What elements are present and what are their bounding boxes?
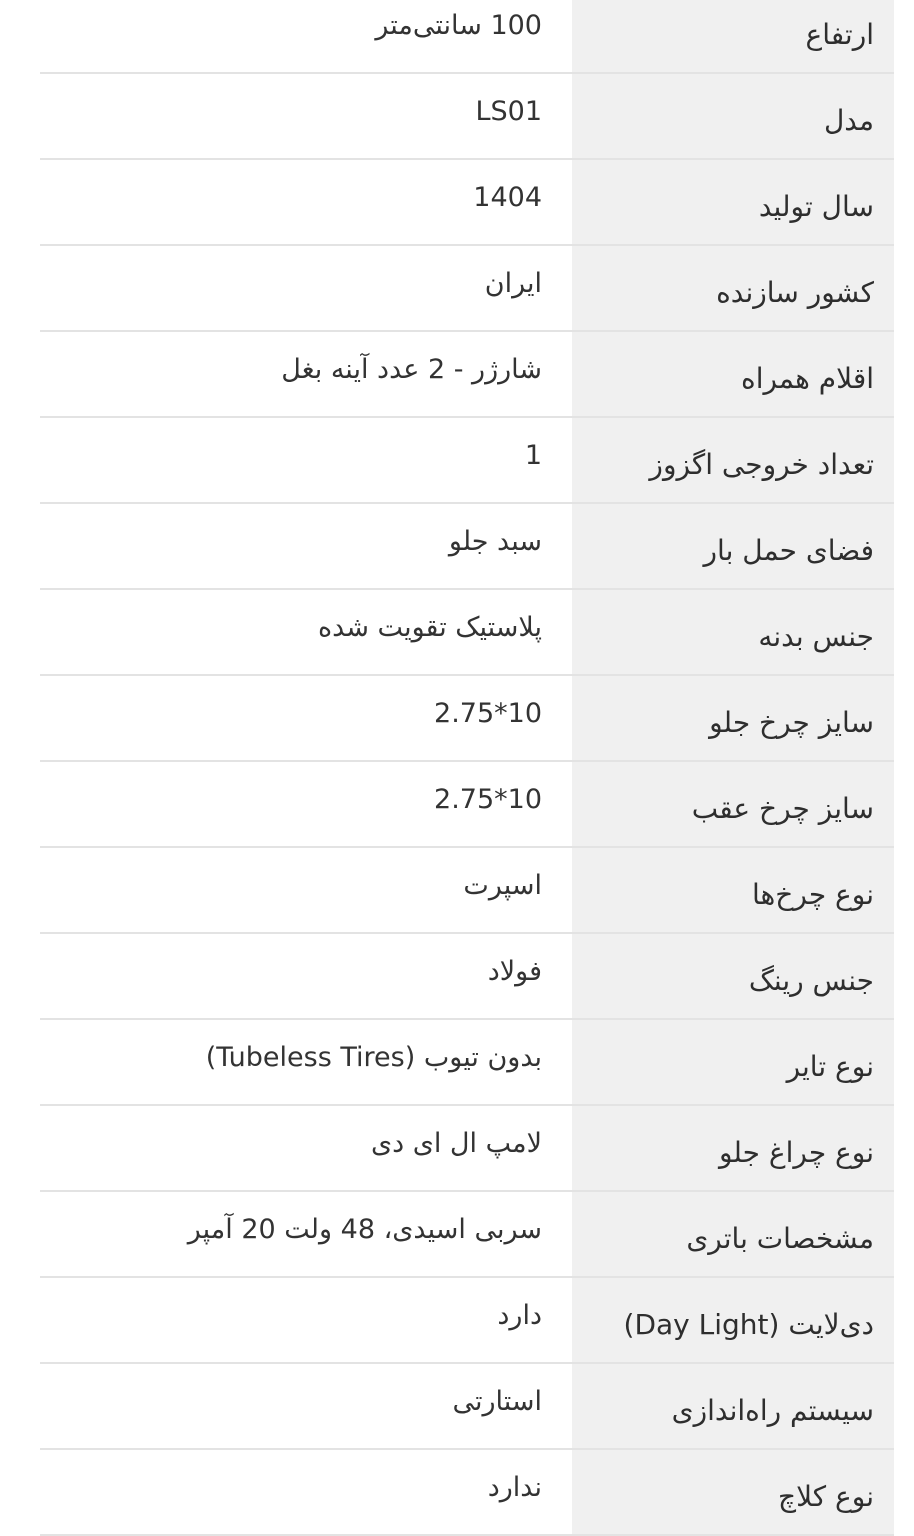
spec-value: سبد جلو [448, 526, 542, 557]
spec-label: مشخصات باتری [572, 1192, 894, 1276]
spec-value: سربی اسیدی، 48 ولت 20 آمپر [187, 1214, 542, 1245]
spec-row-accessories [40, 332, 894, 418]
spec-row-daylight [40, 1278, 894, 1364]
spec-row-exhaust-count [40, 418, 894, 504]
spec-value: اسپرت [463, 870, 542, 901]
spec-label: تعداد خروجی اگزوز [572, 418, 894, 502]
spec-value: 100 سانتی‌متر [375, 10, 542, 41]
spec-value: 1404 [473, 182, 542, 213]
spec-label: کشور سازنده [572, 246, 894, 330]
spec-label: جنس رینگ [572, 934, 894, 1018]
spec-value: شارژر - 2 عدد آینه بغل [281, 354, 542, 385]
spec-label: اقلام همراه [572, 332, 894, 416]
spec-label: مدل [572, 74, 894, 158]
spec-row-production-year [40, 160, 894, 246]
spec-row-country [40, 246, 894, 332]
spec-row-height [40, 0, 894, 74]
spec-row-battery [40, 1192, 894, 1278]
spec-row-rim-material [40, 934, 894, 1020]
spec-row-rear-wheel-size [40, 762, 894, 848]
spec-row-wheel-type [40, 848, 894, 934]
spec-row-headlight-type [40, 1106, 894, 1192]
spec-value: پلاستیک تقویت شده [318, 612, 542, 643]
spec-value: بدون تیوب (Tubeless Tires) [205, 1042, 542, 1073]
spec-row-cargo-space [40, 504, 894, 590]
spec-row-front-wheel-size [40, 676, 894, 762]
spec-label: نوع کلاچ [572, 1450, 894, 1534]
spec-value: 1 [524, 440, 542, 471]
spec-value: استارتی [452, 1386, 542, 1417]
spec-label: فضای حمل بار [572, 504, 894, 588]
spec-row-clutch-type [40, 1450, 894, 1536]
spec-label: دی‌لایت (Day Light) [572, 1278, 894, 1362]
spec-value: 10*2.75 [434, 698, 542, 729]
spec-label: سیستم راه‌اندازی [572, 1364, 894, 1448]
spec-label: سایز چرخ عقب [572, 762, 894, 846]
spec-value: فولاد [487, 956, 542, 987]
spec-value: ایران [484, 268, 542, 299]
spec-value: لامپ ال ای دی [370, 1128, 542, 1159]
spec-row-tire-type [40, 1020, 894, 1106]
spec-value: دارد [497, 1300, 542, 1331]
spec-row-body-material [40, 590, 894, 676]
spec-value: 10*2.75 [434, 784, 542, 815]
spec-label: جنس بدنه [572, 590, 894, 674]
spec-label: سایز چرخ جلو [572, 676, 894, 760]
spec-value: ندارد [487, 1472, 542, 1503]
spec-label: ارتفاع [572, 0, 894, 72]
spec-row-start-system [40, 1364, 894, 1450]
spec-label: نوع چراغ جلو [572, 1106, 894, 1190]
spec-value: LS01 [475, 96, 542, 127]
spec-label: نوع تایر [572, 1020, 894, 1104]
spec-table [40, 0, 894, 1536]
spec-label: نوع چرخ‌ها [572, 848, 894, 932]
spec-row-model [40, 74, 894, 160]
spec-label: سال تولید [572, 160, 894, 244]
